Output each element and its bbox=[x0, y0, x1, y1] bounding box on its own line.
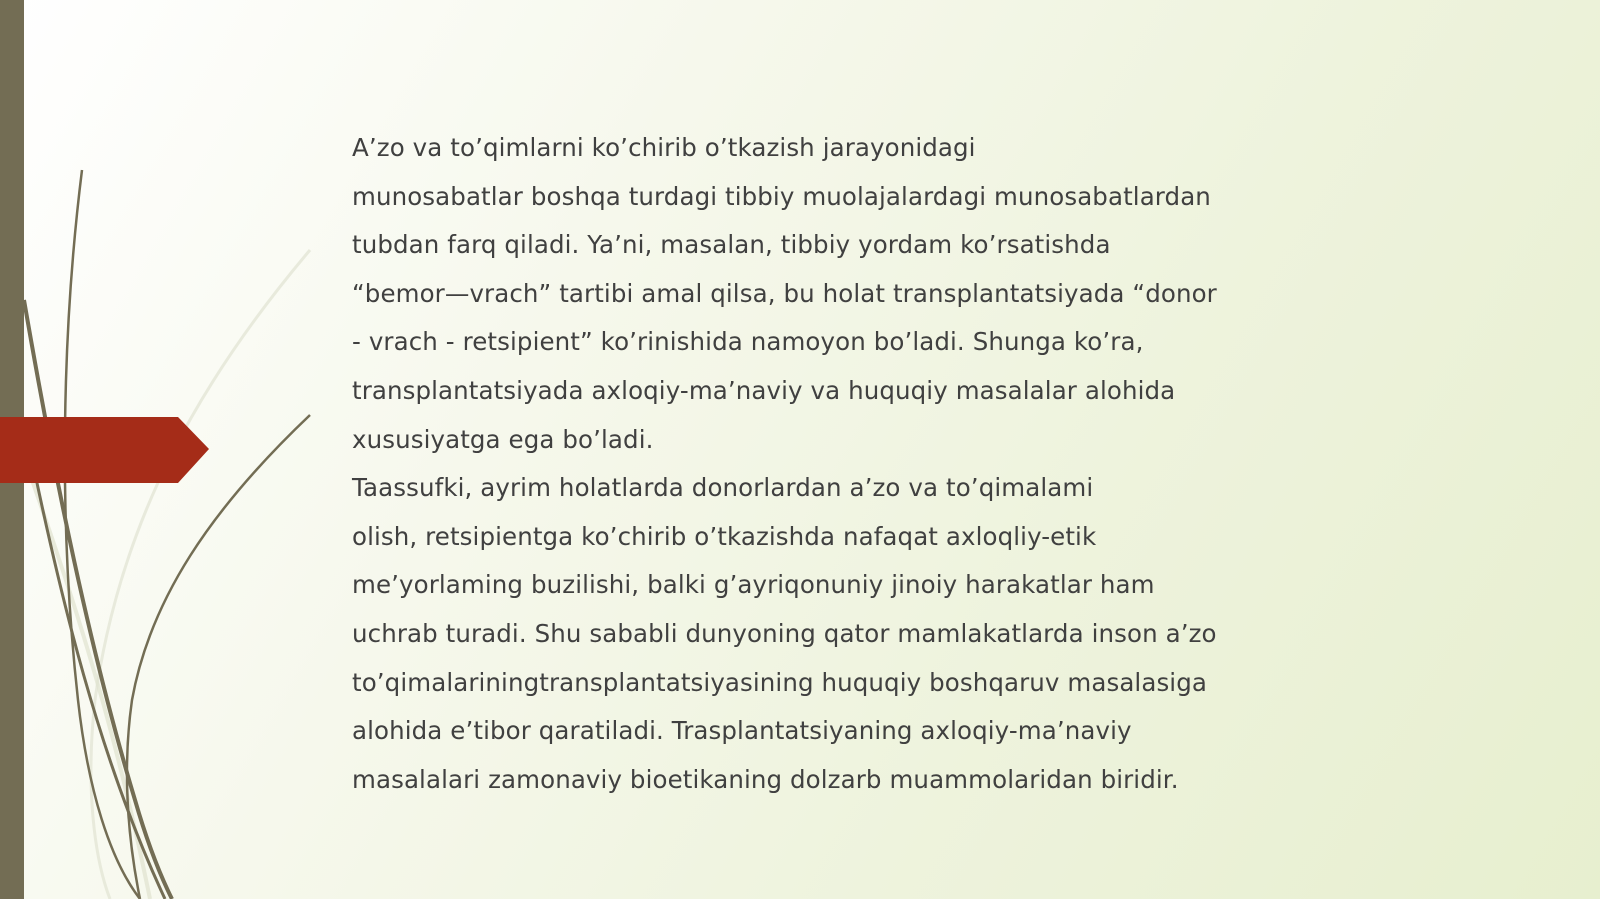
paragraph1-line: xususiyatga ega bo’ladi. bbox=[352, 424, 654, 454]
paragraph2-line: olish, retsipientga ko’chirib o’tkazishda nafaqat axloqliy-etik bbox=[352, 521, 1097, 551]
paragraph1-line: - vrach - retsipient” ko’rinishida namoyon bo’ladi. Shunga ko’ra, bbox=[352, 327, 1144, 357]
paragraph2-line: uchrab turadi. Shu sababli dunyoning qator mamlakatlarda inson a’zo bbox=[352, 618, 1217, 648]
paragraph2-line: masalalari zamonaviy bioetikaning dolzarb muammolaridan biridir. bbox=[352, 764, 1179, 794]
paragraph1-line: A’zo va to’qimlarni ko’chirib o’tkazish jarayonidagi bbox=[352, 133, 976, 162]
paragraph2-line: me’yorlaming buzilishi, balki g’ayriqonuniy jinoiy harakatlar ham bbox=[352, 570, 1155, 600]
paragraph1-line: tubdan farq qiladi. Ya’ni, masalan, tibbiy yordam ko’rsatishda bbox=[352, 230, 1111, 260]
paragraph2-line: to’qimalariningtransplantatsiyasining huquqiy boshqaruv masalasiga bbox=[352, 667, 1207, 697]
paragraph1-line: transplantatsiyada axloqiy-ma’naviy va huquqiy masalalar alohida bbox=[352, 375, 1176, 405]
paragraph2-line: Taassufki, ayrim holatlarda donorlardan a’zo va to’qimalami bbox=[352, 473, 1094, 503]
paragraph1-line: “bemor—vrach” tartibi amal qilsa, bu holat transplantatsiyada “donor bbox=[352, 278, 1217, 308]
paragraph1-line: munosabatlar boshqa turdagi tibbiy muolajalardagi munosabatlardan bbox=[352, 181, 1211, 211]
red-arrow-shape bbox=[0, 0, 360, 899]
paragraph2-line: alohida e’tibor qaratiladi. Trasplantatsiyaning axloqiy-ma’naviy bbox=[352, 716, 1132, 746]
slide-body-text bbox=[352, 124, 1252, 804]
